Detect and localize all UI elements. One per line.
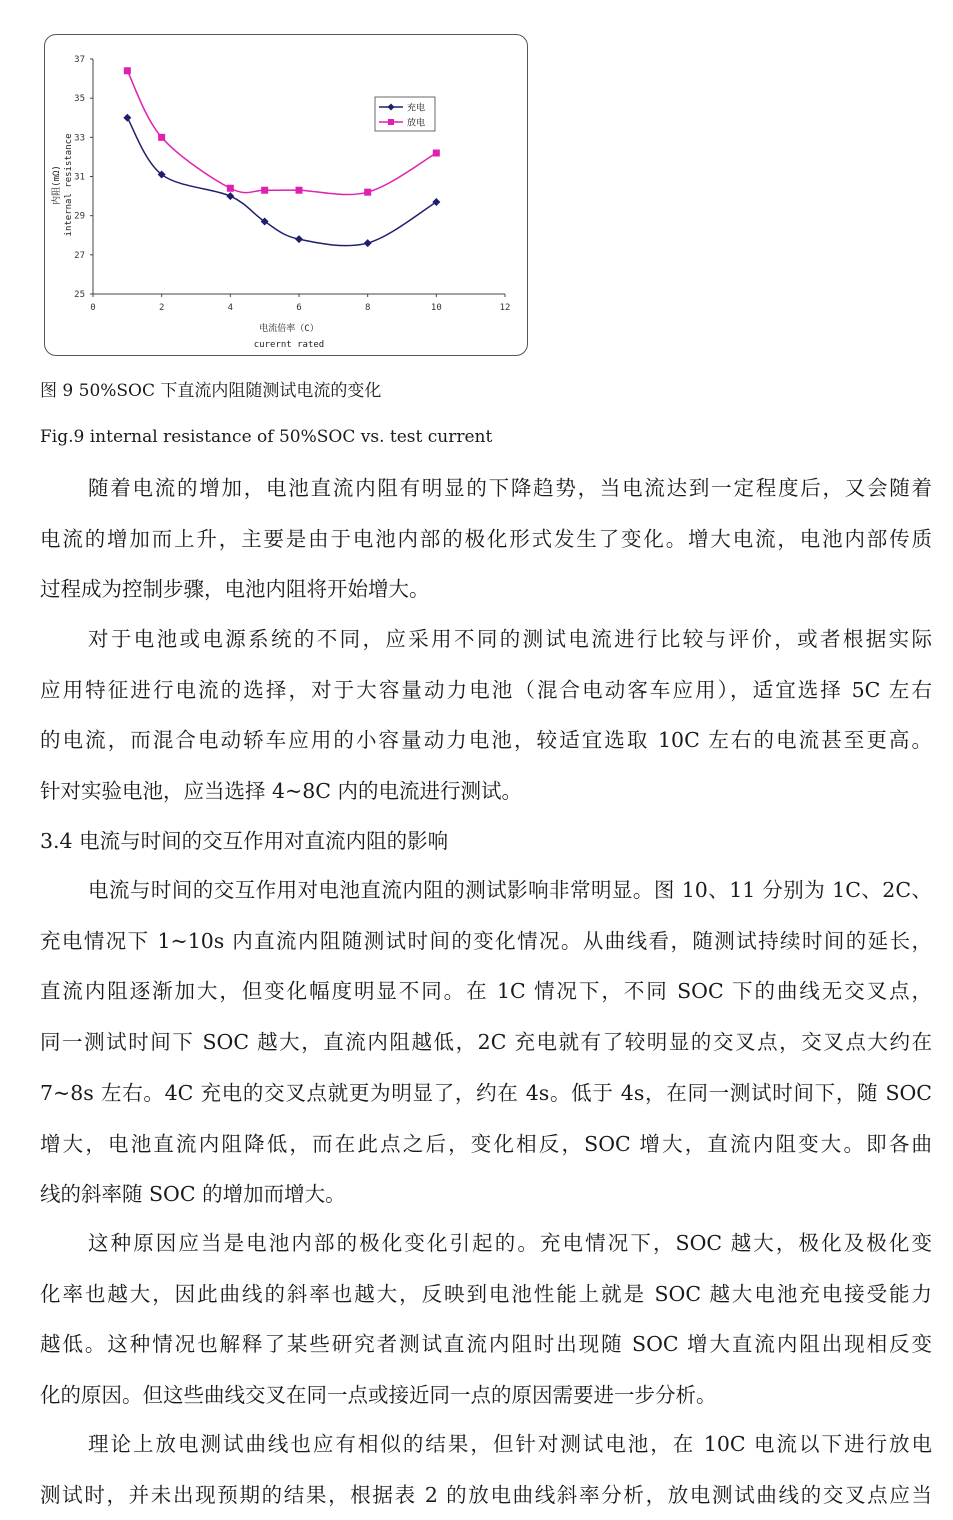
- paragraph-4: [40, 1218, 932, 1421]
- paragraph-2: [40, 614, 932, 817]
- legend-label: 充电: [407, 103, 426, 114]
- text-line: 测试时，并未出现预期的结果，根据表 2 的放电曲线斜率分析，放电测试曲线的交叉点应当: [40, 1482, 932, 1507]
- series-line-2: [127, 71, 436, 195]
- data-point: [295, 235, 303, 243]
- text-line: 直流内阻逐渐加大，但变化幅度明显不同。在 1C 情况下，不同 SOC 下的曲线无交叉点，: [40, 979, 932, 1004]
- text-line: 增大，电池直流内阻降低，而在此点之后，变化相反，SOC 增大，直流内阻变大。即各曲: [40, 1131, 932, 1156]
- data-point: [364, 239, 372, 247]
- data-point: [364, 189, 371, 196]
- data-point: [123, 114, 131, 122]
- text-line: 越低。这种情况也解释了某些研究者测试直流内阻时出现随 SOC 增大直流内阻出现相反变: [40, 1332, 932, 1357]
- data-point: [227, 185, 234, 192]
- x-axis-label-cn: 电流倍率（C）: [259, 324, 319, 334]
- data-point: [296, 187, 303, 194]
- data-point: [261, 187, 268, 194]
- data-point: [433, 150, 440, 157]
- y-tick-label: 31: [74, 172, 85, 183]
- text-line: 这种原因应当是电池内部的极化变化引起的。充电情况下，SOC 越大，极化及极化变: [88, 1231, 932, 1255]
- data-point: [226, 192, 234, 200]
- paragraph-1: [40, 463, 932, 615]
- paragraph-3: [40, 865, 932, 1220]
- data-point: [158, 134, 165, 141]
- x-tick-label: 0: [90, 303, 96, 313]
- x-tick-label: 6: [296, 303, 302, 313]
- x-tick-label: 12: [499, 303, 511, 313]
- text-line: 充电情况下 1~10s 内直流内阻随测试时间的变化情况。从曲线看，随测试持续时间的延长，: [40, 928, 932, 953]
- data-point: [432, 198, 440, 206]
- y-tick-label: 25: [74, 290, 85, 300]
- chart-series: [123, 67, 440, 247]
- y-tick-label: 27: [74, 250, 85, 261]
- text-line: 随着电流的增加，电池直流内阻有明显的下降趋势，当电流达到一定程度后，又会随着: [88, 476, 932, 500]
- data-point: [124, 67, 131, 74]
- legend-marker: [388, 119, 394, 125]
- chart-legend: [375, 97, 435, 131]
- chart-ticks: [74, 55, 510, 313]
- legend-label: 放电: [407, 118, 426, 129]
- y-axis-label-en: internal resistance: [64, 133, 74, 237]
- x-tick-label: 2: [158, 303, 165, 313]
- figure-caption-cn: 图 9 50%SOC 下直流内阻随测试电流的变化: [40, 381, 382, 401]
- text-line: 同一测试时间下 SOC 越大，直流内阻越低，2C 充电就有了较明显的交叉点，交叉点大约在: [40, 1030, 932, 1055]
- paragraph-5: [40, 1419, 932, 1520]
- text-line: 的电流，而混合电动轿车应用的小容量动力电池，较适宜选取 10C 左右的电流甚至更高。: [40, 728, 932, 753]
- text-line: 7~8s 左右。4C 充电的交叉点就更为明显了，约在 4s。低于 4s，在同一测试时间下，随 SOC: [40, 1080, 932, 1105]
- chart-axes: [93, 59, 505, 294]
- y-tick-label: 29: [74, 211, 85, 222]
- chart-frame: [44, 34, 528, 356]
- y-tick-label: 35: [74, 94, 85, 105]
- text-line: 过程成为控制步骤，电池内阻将开始增大。: [40, 577, 430, 602]
- text-line: 化率也越大，因此曲线的斜率也越大，反映到电池性能上就是 SOC 越大电池充电接受能力: [40, 1281, 932, 1306]
- figure-caption-en: Fig.9 internal resistance of 50%SOC vs. test current: [40, 427, 493, 447]
- text-line: 理论上放电测试曲线也应有相似的结果，但针对测试电池，在 10C 电流以下进行放电: [88, 1432, 932, 1456]
- text-line: 电流与时间的交互作用对电池直流内阻的测试影响非常明显。图 10、11 分别为 1C、2C、: [88, 878, 932, 902]
- text-line: 化的原因。但这些曲线交叉在同一点或接近同一点的原因需要进一步分析。: [40, 1383, 717, 1408]
- text-line: 应用特征进行电流的选择，对于大容量动力电池（混合电动客车应用），适宜选择 5C 左右: [40, 677, 932, 702]
- x-tick-label: 10: [430, 303, 442, 313]
- x-tick-label: 8: [364, 303, 371, 313]
- text-line: 线的斜率随 SOC 的增加而增大。: [40, 1182, 346, 1207]
- x-tick-label: 4: [227, 303, 234, 313]
- text-line: 电流的增加而上升，主要是由于电池内部的极化形式发生了变化。增大电流，电池内部传质: [40, 526, 932, 551]
- resistance-chart: [45, 35, 529, 357]
- x-axis-label-en: curernt rated: [253, 340, 325, 350]
- y-tick-label: 33: [74, 133, 85, 144]
- text-line: 针对实验电池，应当选择 4~8C 内的电流进行测试。: [40, 779, 522, 804]
- section-heading: 3.4 电流与时间的交互作用对直流内阻的影响: [40, 829, 449, 853]
- y-tick-label: 37: [74, 55, 85, 65]
- y-axis-label-cn: 内阻(mΩ): [52, 165, 62, 205]
- legend-box: [375, 97, 435, 131]
- text-line: 对于电池或电源系统的不同，应采用不同的测试电流进行比较与评价，或者根据实际: [88, 627, 932, 651]
